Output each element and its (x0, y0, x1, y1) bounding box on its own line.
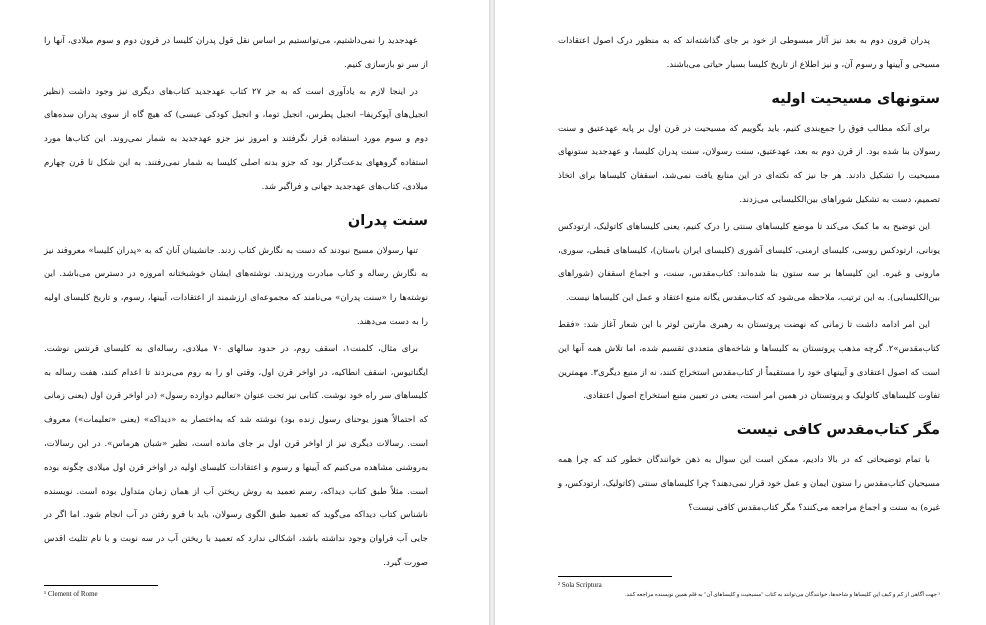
right-text-column (558, 30, 940, 524)
footnote-rule (44, 585, 158, 586)
section-heading: سنت پدران (347, 212, 428, 229)
paragraph: پدران قرون دوم به بعد نیز آثار مبسوطی از خود بر جای گذاشته‌اند که به منظور درک اصول اعتقادات مسیحی و آیینها و رسوم آن، و نیز اطلاع از تاریخ کلیسا بسیار حیاتی می‌باشند. (558, 36, 940, 70)
right-page (495, 0, 986, 625)
paragraph: در اینجا لازم به یادآوری است که به جز ۲۷ کتاب عهدجدید کتاب‌های دیگری نیز وجود داشت (نظیر انجیل‌های آپوکریفا– انجیل پطرس، انجیل توما، و انجیل کودکی عیسی) که هیچ گاه از سوی پدران سده‌های دوم و سوم مورد استفاده قرار نگرفتند و امروز نیز جزو عهدجدید به شمار نمی‌روند. این کتاب‌ها مورد استفاده گروههای بدعت‌گزار بود که جزو بدنه اصلی کلیسا به شمار نمی‌رفتند. به این شکل تا قرن چهارم میلادی، کتاب‌های عهدجدید جهانی و فراگیر شد. (44, 86, 428, 192)
footnote: ³ جهت آگاهی از کم و کیف این کلیساها و شاخه‌ها، خوانندگان می‌توانند به کتاب "مسیحیت و کلیساهای آن" به قلم همین نویسنده مراجعه کنند. (625, 592, 940, 598)
footnote: ² Sola Scriptura (558, 581, 602, 589)
section-heading: ستونهای مسیحیت اولیه (771, 90, 940, 107)
paragraph: این توضیح به ما کمک می‌کند تا موضع کلیساهای سنتی را درک کنیم، یعنی کلیساهای کاتولیک، ارتودکس یونانی، ارتودکس روسی، کلیسای ارمنی، کلیسای آشوری (کلیسای ایران باستان)، کلیساهای قبطی، سوری، مارونی و غیره. این کلیساها بر سه ستون بنا شده‌اند: کتاب‌مقدس، سنت، و اجماع اسقفان (شوراهای بین‌الکلیسایی). به این ترتیب، ملاحظه می‌شود که کتاب‌مقدس یگانه منبع اعتقاد و عمل این کلیساها نیست. (558, 221, 940, 304)
footnote-rule (558, 576, 672, 577)
section-heading: مگر کتاب‌مقدس کافی نیست (736, 422, 940, 439)
paragraph: با تمام توضیحاتی که در بالا دادیم، ممکن است این سوال به ذهن خوانندگان خطور کند که چرا همه مسیحیان کتاب‌مقدس را ستون ایمان و عمل خود قرار نمی‌دهند؟ چرا کلیساهای سنتی (کاتولیک، ارتودکس، و غیره) به سنت و اجماع مراجعه می‌کنند؟ مگر کتاب‌مقدس کافی نیست؟ (558, 455, 940, 513)
paragraph: این امر ادامه داشت تا زمانی که نهضت پروتستان به رهبری مارتین لوتر با این شعار آغاز شد: «فقط کتاب‌مقدس»۲. گرچه مذهب پروتستان به کلیساها و شاخه‌های متعددی تقسیم شده، اما تلاش همه آنها این است که اصول اعتقادی و آیینهای خود را مستقیماً از کتاب‌مقدس استخراج کنند، نه از منبع دیگری۳. مهمترین تفاوت کلیساهای کاتولیک و پروتستان در همین امر است، یعنی در تعیین منبع استخراج اصول اعتقادی. (558, 319, 940, 402)
paragraph: برای مثال، کلمنت۱، اسقف روم، در حدود سالهای ۷۰ میلادی، رساله‌ای به کلیسای قرنتس نوشت. ایگناتیوس، اسقف انطاکیه، در اواخر قرن اول، وقتی او را به روم می‌بردند تا اعدام کنند، هفت رساله به کلیساهای سر راه خود نوشت. کتابی نیز تحت عنوان «تعالیم دوازده رسول» (در اواخر قرن اول (یعنی زمانی که احتمالاً هنوز یوحنای رسول زنده بود) نوشته شد که به‌اختصار به «دیداکه» (یعنی «تعلیمات») معروف است. رسالات دیگری نیز از اواخر قرن اول بر جای مانده است، نظیر «شبان هرماس». در این رسالات، به‌روشنی مشاهده می‌کنیم که آیینها و رسوم و اعتقادات کلیسای اولیه در اواخر قرن اول میلادی چگونه بوده است. مثلاً طبق کتاب دیداکه، رسم تعمید به روش ریختن آب از همان زمان متداول بوده است. نویسنده ناشناس کتاب دیداکه می‌گوید که تعمید طبق الگوی رسولان، باید با فرو رفتن در آب انجام شود. اما اگر در جایی آب فراوان وجود نداشته باشد، اشکالی ندارد که تعمید با ریختن آب در سه نوبت و با نام تثلیث اقدس صورت گیرد. (44, 343, 428, 568)
paragraph: تنها رسولان مسیح نبودند که دست به نگارش کتاب زدند. جانشینان آنان که به «پدران کلیسا» معروفند نیز به نگارش رساله و کتاب مبادرت ورزیدند. نوشته‌های ایشان خوشبختانه امروزه در دسترس می‌باشد. این نوشته‌ها را «سنت پدران» می‌نامند که مجموعه‌ای ارزشمند از اعتقادات، آیینها، رسوم، و تاریخ کلیسای اولیه را به دست می‌دهند. (44, 245, 428, 327)
footnote: ¹ Clement of Rome (44, 590, 98, 598)
paragraph: برای آنکه مطالب فوق را جمع‌بندی کنیم، باید بگوییم که مسیحیت در قرن اول بر پایه عهدعتیق و سنت رسولان بنا شده بود. از قرن دوم به بعد، عهدعتیق، سنت رسولان، سنت پدران کلیسا، و عهدجدید ستونهای مسیحیت را تشکیل دادند. هر جا نیز که نکته‌ای در این منابع یافت نمی‌شد، اسقفان کلیساها برای اتخاذ تصمیم، دست به تشکیل شوراهای بین‌الکلیسایی می‌زدند. (558, 123, 940, 205)
left-text-column (44, 30, 428, 579)
left-page (0, 0, 489, 625)
paragraph: عهدجدید را نمی‌داشتیم، می‌توانستیم بر اساس نقل قول پدران کلیسا در قرون دوم و سوم میلادی، آنها را از سر نو بازسازی کنیم. (44, 36, 428, 70)
